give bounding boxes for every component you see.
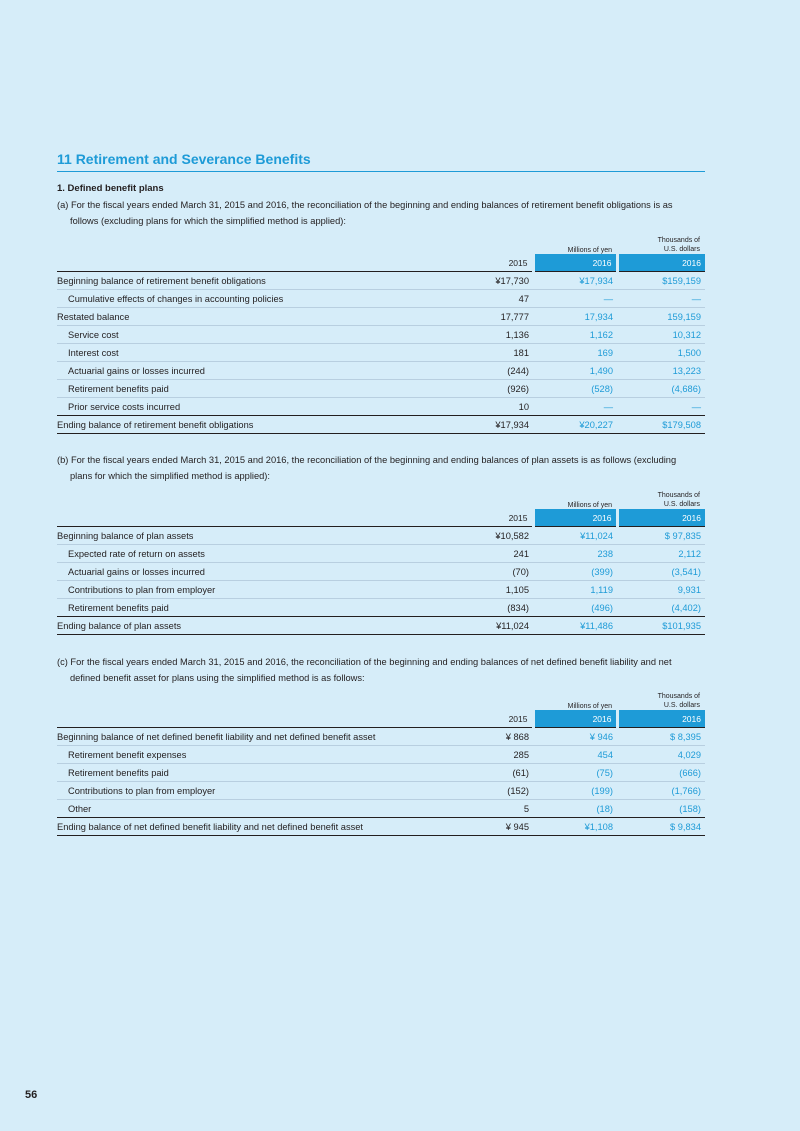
unit-yen: Millions of yen <box>567 703 612 710</box>
value-2016-yen: ¥11,486 <box>533 617 617 635</box>
value-2016-usd: 4,029 <box>617 746 705 764</box>
value-2016-yen: 238 <box>533 545 617 563</box>
unit-usd <box>620 236 700 254</box>
intro-a-line2: follows (excluding plans for which the simplified method is applied): <box>70 216 346 226</box>
table-a <box>57 254 705 434</box>
table-row <box>57 308 705 326</box>
value-2016-yen: (496) <box>591 602 613 613</box>
value-2016-usd: 13,223 <box>617 362 705 380</box>
row-label: Contributions to plan from employer <box>57 581 449 599</box>
value-2016-usd: $ 97,835 <box>617 527 705 545</box>
table-row <box>57 416 705 434</box>
value-2015: (926) <box>449 380 533 398</box>
value-2015: 241 <box>449 545 533 563</box>
value-2016-yen: ¥17,934 <box>533 272 617 290</box>
value-2015: 1,136 <box>449 326 533 344</box>
unit-usd-line1: Thousands of <box>657 492 700 499</box>
page-number: 56 <box>25 1089 38 1101</box>
intro-a <box>57 197 705 229</box>
row-label: Ending balance of plan assets <box>57 617 449 635</box>
table-row <box>57 818 705 836</box>
row-label: Retirement benefits paid <box>57 764 449 782</box>
value-2016-usd: $ 8,395 <box>617 728 705 746</box>
units-a <box>57 230 705 254</box>
unit-usd-line1: Thousands of <box>657 693 700 700</box>
value-2016-yen: ¥ 946 <box>533 728 617 746</box>
value-2015: (70) <box>449 563 533 581</box>
value-2016-usd: (4,402) <box>671 602 701 613</box>
value-2016-usd: 1,500 <box>617 344 705 362</box>
header-2016-usd: 2016 <box>617 509 705 527</box>
intro-c <box>57 654 705 686</box>
value-2015: ¥10,582 <box>449 527 533 545</box>
value-2016-yen: 17,934 <box>533 308 617 326</box>
row-label: Retirement benefit expenses <box>57 746 449 764</box>
unit-usd <box>620 491 700 509</box>
row-label: Beginning balance of plan assets <box>57 527 449 545</box>
header-2016-usd: 2016 <box>617 254 705 272</box>
value-2015: ¥17,934 <box>449 416 533 434</box>
table-header-row <box>57 710 705 728</box>
row-label: Ending balance of retirement benefit obligations <box>57 416 449 434</box>
row-label: Other <box>68 803 92 814</box>
table-row <box>57 290 705 308</box>
row-label: Beginning balance of retirement benefit obligations <box>57 272 449 290</box>
value-2016-usd: $159,159 <box>617 272 705 290</box>
intro-b-line1: (b) For the fiscal years ended March 31, 2015 and 2016, the reconciliation of the beginning and ending balances of plan assets is as follows (excluding <box>57 455 677 465</box>
value-2016-usd: (1,766) <box>617 782 705 800</box>
table-row <box>57 527 705 545</box>
value-2015: 285 <box>449 746 533 764</box>
header-2015: 2015 <box>449 710 533 728</box>
value-2016-usd: (3,541) <box>617 563 705 581</box>
intro-a-line1: (a) For the fiscal years ended March 31, 2015 and 2016, the reconciliation of the beginning and ending balances of retirement benefit obligations is as <box>57 200 673 210</box>
value-2016-yen: 454 <box>533 746 617 764</box>
row-label: Retirement benefits paid <box>57 380 449 398</box>
value-2016-usd: $179,508 <box>617 416 705 434</box>
intro-b <box>57 452 705 484</box>
unit-usd-line1: Thousands of <box>657 237 700 244</box>
value-2016-yen: ¥1,108 <box>533 818 617 836</box>
intro-b-line2: plans for which the simplified method is applied): <box>70 471 270 481</box>
table-row <box>57 398 705 416</box>
row-label: Expected rate of return on assets <box>57 545 449 563</box>
value-2015: ¥17,730 <box>449 272 533 290</box>
table-row <box>57 746 705 764</box>
section-title: 11 Retirement and Severance Benefits <box>57 151 705 172</box>
header-2016-yen: 2016 <box>533 509 617 527</box>
value-2016-yen: 1,119 <box>533 581 617 599</box>
value-2015: (61) <box>449 764 533 782</box>
value-2015: 10 <box>518 401 529 412</box>
table-row <box>57 581 705 599</box>
row-label: Beginning balance of net defined benefit liability and net defined benefit asset <box>57 728 449 746</box>
table-row <box>57 344 705 362</box>
table-b <box>57 509 705 635</box>
table-row <box>57 326 705 344</box>
value-2016-usd: $ 9,834 <box>617 818 705 836</box>
table-row <box>57 728 705 746</box>
value-2015: (834) <box>507 602 529 613</box>
row-label: Ending balance of net defined benefit liability and net defined benefit asset <box>57 818 449 836</box>
value-2016-usd: 10,312 <box>617 326 705 344</box>
value-2015: 17,777 <box>449 308 533 326</box>
value-2016-yen: (199) <box>533 782 617 800</box>
units-b <box>57 485 705 509</box>
value-2016-yen: — <box>603 401 613 412</box>
header-blank <box>57 710 449 728</box>
header-2015: 2015 <box>449 509 533 527</box>
row-label: Actuarial gains or losses incurred <box>57 563 449 581</box>
value-2016-yen: (18) <box>596 803 613 814</box>
value-2016-usd: (666) <box>617 764 705 782</box>
header-2016-usd: 2016 <box>617 710 705 728</box>
row-label: Restated balance <box>57 308 449 326</box>
unit-yen: Millions of yen <box>567 247 612 254</box>
value-2016-usd: (4,686) <box>617 380 705 398</box>
table-row <box>57 545 705 563</box>
value-2016-usd: $101,935 <box>617 617 705 635</box>
unit-yen: Millions of yen <box>567 502 612 509</box>
value-2015: 47 <box>449 290 533 308</box>
unit-usd-line2: U.S. dollars <box>663 246 700 253</box>
value-2016-yen: — <box>533 290 617 308</box>
value-2016-yen: (75) <box>533 764 617 782</box>
value-2016-usd: 2,112 <box>617 545 705 563</box>
value-2015: ¥ 868 <box>449 728 533 746</box>
value-2016-usd: — <box>691 401 701 412</box>
unit-usd-line2: U.S. dollars <box>663 702 700 709</box>
value-2016-usd: — <box>617 290 705 308</box>
value-2016-yen: 1,490 <box>533 362 617 380</box>
table-row <box>57 362 705 380</box>
value-2015: ¥ 945 <box>449 818 533 836</box>
table-row <box>57 272 705 290</box>
value-2016-yen: ¥20,227 <box>533 416 617 434</box>
value-2016-yen: (399) <box>533 563 617 581</box>
header-blank <box>57 509 449 527</box>
table-row <box>57 380 705 398</box>
row-label: Actuarial gains or losses incurred <box>57 362 449 380</box>
intro-c-line1: (c) For the fiscal years ended March 31, 2015 and 2016, the reconciliation of the beginning and ending balances of net defined benefit liability and net <box>57 657 672 667</box>
table-header-row <box>57 509 705 527</box>
intro-c-line2: defined benefit asset for plans using the simplified method is as follows: <box>70 673 365 683</box>
value-2016-yen: 1,162 <box>533 326 617 344</box>
row-label: Interest cost <box>57 344 449 362</box>
header-2016-yen: 2016 <box>533 710 617 728</box>
row-label: Service cost <box>57 326 449 344</box>
unit-usd-line2: U.S. dollars <box>663 501 700 508</box>
value-2015: 181 <box>449 344 533 362</box>
units-c <box>57 686 705 710</box>
value-2016-usd: 9,931 <box>617 581 705 599</box>
value-2015: 1,105 <box>449 581 533 599</box>
header-blank <box>57 254 449 272</box>
table-row <box>57 617 705 635</box>
row-label: Prior service costs incurred <box>68 401 181 412</box>
value-2016-yen: ¥11,024 <box>533 527 617 545</box>
unit-usd <box>620 692 700 710</box>
value-2016-yen: 169 <box>533 344 617 362</box>
row-label: Cumulative effects of changes in accounting policies <box>57 290 449 308</box>
row-label: Retirement benefits paid <box>68 602 169 613</box>
subsection-heading: 1. Defined benefit plans <box>57 183 164 194</box>
table-row <box>57 563 705 581</box>
table-row <box>57 599 705 617</box>
table-header-row <box>57 254 705 272</box>
table-row <box>57 800 705 818</box>
table-c <box>57 710 705 836</box>
row-label: Contributions to plan from employer <box>57 782 449 800</box>
table-row <box>57 782 705 800</box>
header-2015: 2015 <box>449 254 533 272</box>
value-2015: (152) <box>449 782 533 800</box>
value-2016-usd: 159,159 <box>617 308 705 326</box>
table-row <box>57 764 705 782</box>
value-2015: 5 <box>523 803 529 814</box>
header-2016-yen: 2016 <box>533 254 617 272</box>
value-2016-usd: (158) <box>679 803 701 814</box>
value-2015: (244) <box>449 362 533 380</box>
value-2016-yen: (528) <box>533 380 617 398</box>
value-2015: ¥11,024 <box>449 617 533 635</box>
